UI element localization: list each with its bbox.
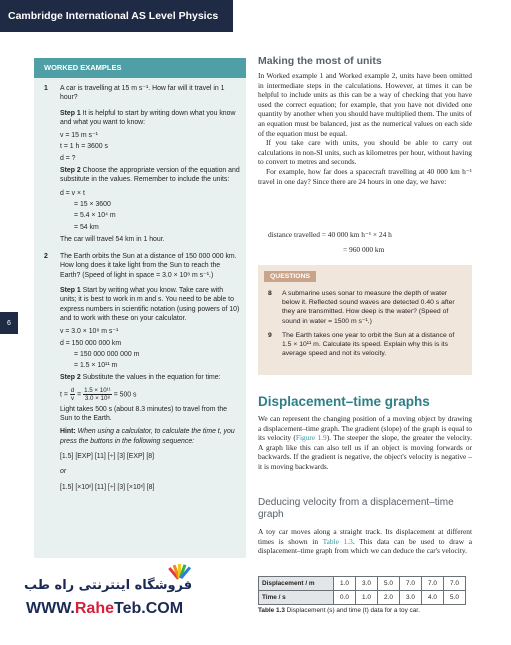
displacement-text: [258, 414, 472, 472]
table-cell: 7.0: [400, 577, 422, 591]
running-header: Cambridge International AS Level Physics: [0, 0, 233, 32]
row-header: Displacement / m: [259, 577, 334, 591]
example-question: The Earth orbits the Sun at a distance of 150 000 000 km. How long does it take light from the Sun to reach the Earth? (Speed of light in space = 3.0 × 10⁸ m s⁻¹.): [60, 253, 237, 279]
step-1: Step 1 It is helpful to start by writing down what you know and what you want to know:: [60, 109, 236, 126]
or-label: or: [60, 468, 67, 476]
example-number: 1: [44, 85, 48, 92]
calculator-keys: [1.5] [EXP] [11] [÷] [3] [EXP] [8]: [60, 452, 155, 460]
equation-line: = 1.5 × 10¹¹ m: [74, 362, 118, 370]
table-cell: 1.0: [356, 591, 378, 605]
equation-line: d = 150 000 000 km: [60, 339, 122, 347]
table-cell: 2.0: [378, 591, 400, 605]
table-cell: 7.0: [444, 577, 466, 591]
step-2: Step 2 Choose the appropriate version of the equation and substitute in the values. Remember to include the units:: [60, 167, 240, 184]
example-question: A car is travelling at 15 m s⁻¹. How far will it travel in 1 hour?: [60, 85, 225, 102]
calculation-line: distance travelled = 40 000 km h⁻¹ × 24 h: [268, 230, 392, 239]
worked-examples-box: [34, 58, 246, 558]
hint: Hint: When using a calculator, to calculate the time t, you press the buttons in the following sequence:: [60, 428, 235, 445]
calculation-result: = 960 000 km: [343, 245, 385, 254]
row-header: Time / s: [259, 591, 334, 605]
questions-box: [258, 265, 472, 375]
equation-line: = 150 000 000 000 m: [74, 350, 140, 358]
table-cell: 7.0: [422, 577, 444, 591]
data-table: [258, 576, 466, 605]
sub-heading: Deducing velocity from a displacement–time graph: [258, 497, 454, 520]
toy-car-text: [258, 527, 472, 556]
watermark-url: WWW.RaheTeb.COM: [26, 600, 184, 617]
table-caption: Table 1.3 Displacement (s) and time (t) data for a toy car.: [258, 607, 420, 614]
equation-line: v = 15 m s⁻¹: [60, 132, 98, 140]
table-row: [259, 591, 466, 605]
equation-line: v = 3.0 × 10⁸ m s⁻¹: [60, 328, 119, 336]
equation-line: d = v × t: [60, 189, 85, 197]
equation-line: = 54 km: [74, 223, 99, 231]
conclusion: Light takes 500 s (about 8.3 minutes) to travel from the Sun to the Earth.: [60, 405, 227, 423]
paragraph: For example, how far does a spacecraft travelling at 40 000 km h⁻¹ travel in one day? Since there are 24 hours in one day, we have:: [258, 166, 472, 186]
equation-line: = 5.4 × 10⁴ m: [74, 212, 116, 220]
table-link[interactable]: Table 1.3: [322, 536, 353, 546]
paragraph: A toy car moves along a straight track. Its displacement at different times is shown in Table 1.3. This data can be used to draw a displacement–time graph from which we can deduce the car's velocity.: [258, 527, 472, 556]
section-heading: Making the most of units: [258, 55, 382, 67]
table-cell: 3.0: [400, 591, 422, 605]
equation-line: = 15 × 3600: [74, 200, 111, 208]
time-equation: t = $\frac{d}{v}$ = $\frac{\text{1.5 × 10¹¹}}{\text{3.0 × 10⁸}}$ = 500 s: [60, 386, 137, 402]
table-cell: 3.0: [356, 577, 378, 591]
worked-example-1: [44, 84, 240, 103]
worked-examples-title: WORKED EXAMPLES: [34, 58, 246, 78]
table-cell: 5.0: [378, 577, 400, 591]
worked-example-2: [44, 252, 240, 280]
questions-title: QUESTIONS: [264, 271, 316, 282]
figure-link[interactable]: Figure 1.9: [295, 433, 327, 443]
paragraph: If you take care with units, you should be able to carry out calculations in non-SI units, such as kilometres per hour, without having to convert to metres and seconds.: [258, 138, 472, 167]
table-cell: 4.0: [422, 591, 444, 605]
question-item: 8 A submarine uses sonar to measure the depth of water below it. Reflected sound waves are detected 0.40 s after they are transmitted. How deep is the water? (Speed of sound in water = 1500 m s⁻¹.): [268, 290, 455, 325]
page-number: 6: [0, 312, 18, 334]
example-number: 2: [44, 253, 48, 261]
table-row: [259, 577, 466, 591]
paragraph: We can represent the changing position of a moving object by drawing a displacement–time graph. The gradient (slope) of the graph is equal to its velocity (Figure 1.9). The steeper the slope, the greater the velocity. A graph like this can also tell us if an object is moving forwards or backwards. If the gradient is negative, the object's velocity is negative – it is moving backwards.: [258, 414, 472, 471]
table-cell: 5.0: [444, 591, 466, 605]
conclusion: The car will travel 54 km in 1 hour.: [60, 235, 165, 243]
paragraph: In Worked example 1 and Worked example 2, units have been omitted in intermediate steps in the calculations. However, at times it can be helpful to include units as this can be a way of checking that you have used the correct equation; for example, that you have not divided one quantity by another when you should have multiplied them. The units of an equation must be balanced, just as the numerical values on each side of the equation must be equal.: [258, 71, 472, 138]
watermark-persian: فروشگاه اینترنتی راه طب: [24, 578, 193, 593]
units-text: [258, 71, 472, 186]
step-2: Step 2 Substitute the values in the equation for time:: [60, 374, 221, 382]
section-heading: Displacement–time graphs: [258, 394, 430, 409]
table-cell: 1.0: [334, 577, 356, 591]
step-1: Step 1 Start by writing what you know. Take care with units; it is best to work in m and s. You need to be able to express numbers in scientific notation (using powers of 10) and to work with these on your calculator.: [60, 287, 240, 322]
table-cell: 0.0: [334, 591, 356, 605]
equation-line: t = 1 h = 3600 s: [60, 143, 108, 151]
question-item: 9 The Earth takes one year to orbit the Sun at a distance of 1.5 × 10¹¹ m. Calculate its speed. Explain why this is its average speed and not its velocity.: [268, 331, 455, 358]
calculator-keys: [1.5] [×10ˣ] [11] [÷] [3] [×10ˣ] [8]: [60, 483, 155, 491]
equation-line: d = ?: [60, 154, 76, 162]
